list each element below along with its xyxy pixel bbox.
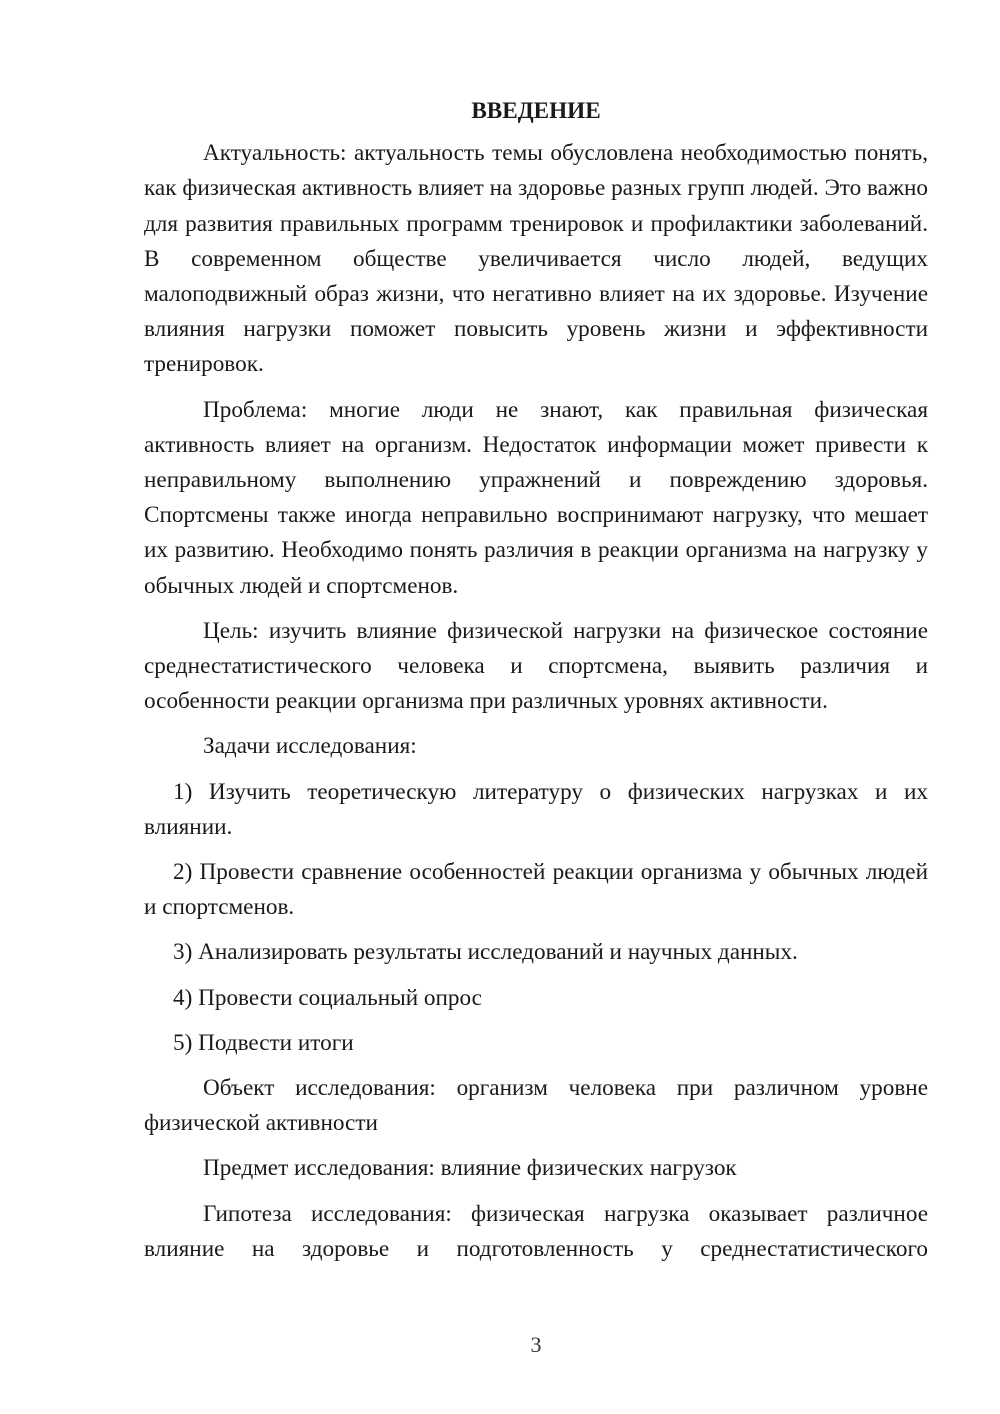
page-content <box>144 94 928 1277</box>
task-item: 2) Провести сравнение особенностей реакции организма у обычных людей и спортсменов. <box>144 859 928 921</box>
subject-paragraph: Предмет исследования: влияние физических нагрузок <box>203 1155 737 1182</box>
hypothesis-paragraph: Гипотеза исследования: физическая нагрузка оказывает различное влияние на здоровье и подготовленность у среднестатистического <box>144 1200 928 1262</box>
goal-paragraph: Цель: изучить влияние физической нагрузки на физическое состояние среднестатистического человека и спортсмена, выявить различия и особенности реакции организма при различных уровнях активности. <box>144 617 928 715</box>
page-number: 3 <box>530 1332 542 1357</box>
tasks-title: Задачи исследования: <box>203 733 417 760</box>
task-item: 5) Подвести итоги <box>173 1029 354 1056</box>
object-paragraph: Объект исследования: организм человека при различном уровне физической активности <box>144 1075 928 1137</box>
problem-paragraph: Проблема: многие люди не знают, как правильная физическая активность влияет на организм. Недостаток информации может привести к неправильному выполнению упражнений и повреждению здоровья. Спортсмены также иногда неправильно воспринимают нагрузку, что мешает их развитию. Необходимо понять различия в реакции организма на нагрузку у обычных людей и спортсменов. <box>144 396 928 599</box>
relevance-paragraph: Актуальность: актуальность темы обусловлена необходимостью понять, как физическая активность влияет на здоровье разных групп людей. Это важно для развития правильных программ тренировок и профилактики заболеваний. В современном обществе увеличивается число людей, ведущих малоподвижный образ жизни, что негативно влияет на их здоровье. Изучение влияния нагрузки поможет повысить уровень жизни и эффективности тренировок. <box>144 140 928 378</box>
task-item: 4) Провести социальный опрос <box>173 984 482 1011</box>
section-heading: ВВЕДЕНИЕ <box>471 98 601 124</box>
task-item: 3) Анализировать результаты исследований и научных данных. <box>173 939 798 966</box>
task-item: 1) Изучить теоретическую литературу о физических нагрузках и их влиянии. <box>144 778 928 840</box>
